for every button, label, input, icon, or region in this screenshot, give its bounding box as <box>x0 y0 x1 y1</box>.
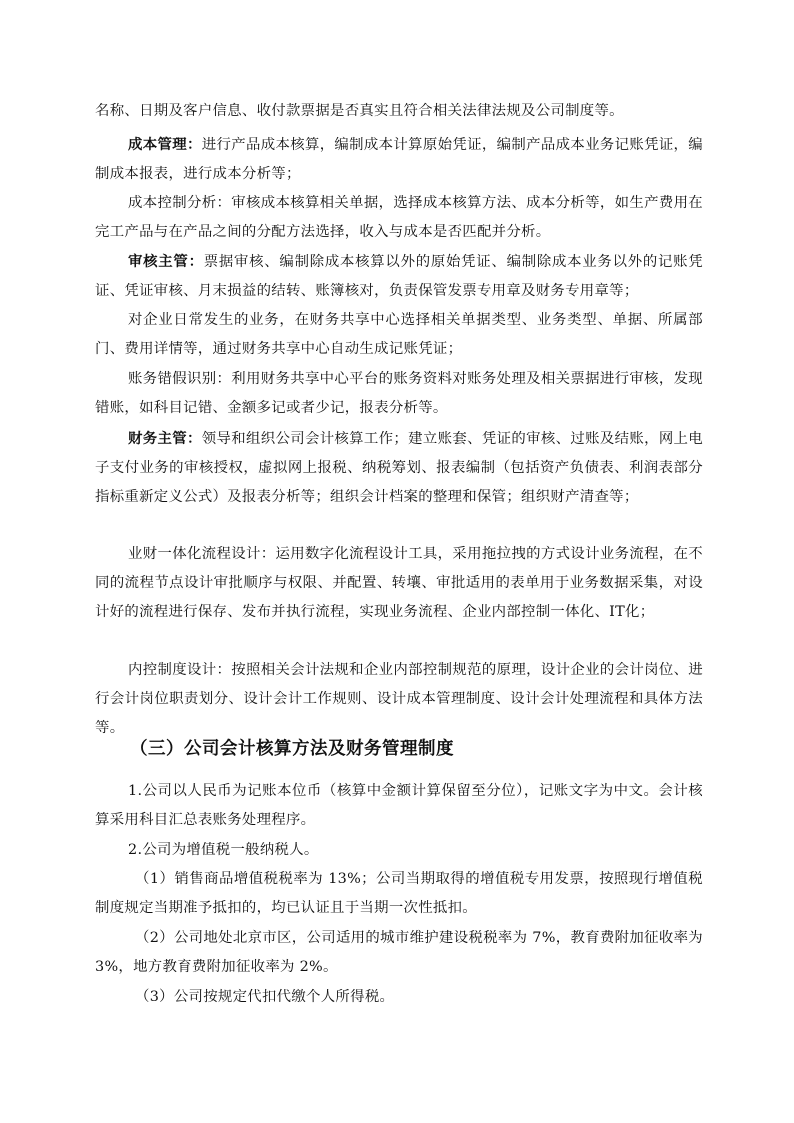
paragraph-finance-supervisor <box>95 424 703 512</box>
role-label-audit-supervisor: 审核主管： <box>128 253 204 270</box>
item-city-tax <box>95 924 703 982</box>
paragraph-error-identification <box>95 365 703 423</box>
paragraph-process-design <box>95 540 703 627</box>
paragraph-internal-control <box>95 656 703 743</box>
paragraph-text: 对企业日常发生的业务，在财务共享中心选择相关单据类型、业务类型、单据、所属部门、费用详情等，通过财务共享中心自动生成记账凭证； <box>95 312 703 357</box>
item-text: 2.公司为增值税一般纳税人。 <box>128 842 319 858</box>
item-text: （3）公司按规定代扣代缴个人所得税。 <box>135 989 395 1005</box>
role-label-finance-supervisor: 财务主管： <box>128 430 202 447</box>
paragraph-text: 业财一体化流程设计：运用数字化流程设计工具，采用拖拉拽的方式设计业务流程，在不同的流程节点设计审批顺序与权限、并配置、转壤、审批适用的表单用于业务数据采集，对设计好的流程进行保存、发布并执行流程，实现业务流程、企业内部控制一体化、IT化； <box>95 546 703 620</box>
item-text: 1.公司以人民币为记账本位币（核算中金额计算保留至分位），记账文字为中文。会计核算采用科目汇总表账务处理程序。 <box>95 783 703 828</box>
item-vat-taxpayer <box>95 836 703 865</box>
item-personal-income-tax <box>95 983 703 1012</box>
item-text: （1）销售商品增值税税率为 13%；公司当期取得的增值税专用发票，按照现行增值税制度规定当期准予抵扣的，均已认证且于当期一次性抵扣。 <box>95 871 703 916</box>
paragraph-cost-control <box>95 189 703 247</box>
paragraph-cost-management <box>95 130 703 189</box>
paragraph-text: 领导和组织公司会计核算工作；建立账套、凭证的审核、过账及结账，网上电子支付业务的审核授权，虚拟网上报税、纳税筹划、报表编制（包括资产负债表、利润表部分指标重新定义公式）及报表分析等；组织会计档案的整理和保管；组织财产清查等； <box>95 431 703 505</box>
paragraph-continuation <box>95 97 703 126</box>
paragraph-audit-supervisor <box>95 247 703 306</box>
paragraph-text: 成本控制分析：审核成本核算相关单据，选择成本核算方法、成本分析等，如生产费用在完工产品与在产品之间的分配方法选择，收入与成本是否匹配并分析。 <box>95 195 703 240</box>
item-currency <box>95 777 703 835</box>
item-text: （2）公司地处北京市区，公司适用的城市维护建设税税率为 7%，教育费附加征收率为 3%，地方教育费附加征收率为 2%。 <box>95 930 703 975</box>
paragraph-text: 账务错假识别：利用财务共享中心平台的账务资料对账务处理及相关票据进行审核，发现错账，如科目记错、金额多记或者少记，报表分析等。 <box>95 371 703 416</box>
paragraph-text: 内控制度设计：按照相关会计法规和企业内部控制规范的原理，设计企业的会计岗位、进行会计岗位职责划分、设计会计工作规则、设计成本管理制度、设计会计处理流程和具体方法等。 <box>95 662 703 736</box>
paragraph-text: 票据审核、编制除成本核算以外的原始凭证、编制除成本业务以外的记账凭证、凭证审核、月末损益的结转、账簿核对，负责保管发票专用章及财务专用章等； <box>95 254 703 299</box>
paragraph-text: 进行产品成本核算，编制成本计算原始凭证，编制产品成本业务记账凭证，编制成本报表，进行成本分析等； <box>95 137 703 182</box>
section-heading: （三）公司会计核算方法及财务管理制度 <box>130 739 454 759</box>
paragraph-text: 名称、日期及客户信息、收付款票据是否真实且符合相关法律法规及公司制度等。 <box>95 103 624 119</box>
paragraph-daily-business <box>95 306 703 364</box>
role-label-cost-management: 成本管理： <box>128 136 202 153</box>
item-vat-rate <box>95 865 703 923</box>
